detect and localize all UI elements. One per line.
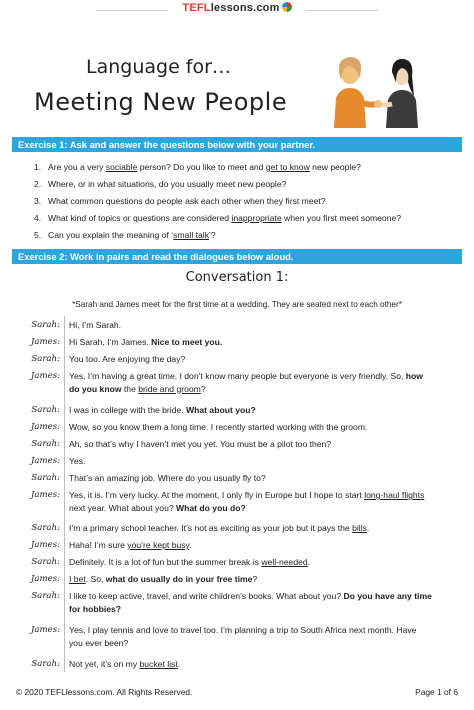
dialogue-line xyxy=(69,370,461,395)
question-text: Can you explain the meaning of ‘ xyxy=(48,230,174,240)
line-text: . xyxy=(307,557,311,567)
brand-tefl: TEFL xyxy=(182,2,211,14)
exercise-2-heading: Exercise 2: Work in pairs and read the dialogues below aloud. xyxy=(12,249,462,264)
dialogue-line xyxy=(69,539,461,552)
speaker-label: James: xyxy=(30,540,60,550)
dialogue-line xyxy=(69,404,461,417)
question-text: Are you a very xyxy=(48,162,106,172)
speaker-divider xyxy=(64,316,65,672)
line-text: . xyxy=(189,540,192,550)
vocab-bride-and-groom: bride and groom xyxy=(138,383,201,394)
line-text: Yes, I’m having a great time. I don’t know many people but everyone is very friendly. So, xyxy=(69,371,406,381)
vocab-bucket-list: bucket list xyxy=(139,659,178,669)
speaker-label: Sarah: xyxy=(31,320,60,330)
title-line-2: Meeting New People xyxy=(34,88,288,116)
exercise-1-heading: Exercise 1: Ask and answer the questions below with your partner. xyxy=(12,137,462,152)
speaker-label: Sarah: xyxy=(31,473,60,483)
line-text: Yes. xyxy=(69,456,86,466)
vocab-well-needed: well-needed xyxy=(261,557,308,567)
question-number: 4. xyxy=(34,213,42,223)
line-text: . So, xyxy=(85,574,106,584)
line-text: . xyxy=(366,523,370,533)
handshake-illustration xyxy=(326,52,426,128)
key-phrase: Do you have any time xyxy=(343,591,432,601)
vocab-long-haul-flights: long-haul flights xyxy=(364,490,425,500)
key-phrase: how xyxy=(405,371,423,381)
dialogue-line xyxy=(69,319,461,332)
question-number: 3. xyxy=(34,196,42,206)
vocab-small-talk: small talk xyxy=(173,230,209,240)
dialogue-line xyxy=(69,353,461,366)
line-text: ? xyxy=(252,574,258,584)
question-1 xyxy=(34,162,361,172)
speaker-label: Sarah: xyxy=(31,557,60,567)
footer-copyright: © 2020 TEFLlessons.com. All Rights Reserved. xyxy=(16,687,193,697)
question-number: 5. xyxy=(34,230,42,240)
question-text: when you first meet someone? xyxy=(281,213,402,223)
key-phrase: Nice to meet you. xyxy=(151,337,223,347)
line-text: Hi, I’m Sarah. xyxy=(69,320,122,330)
dialogue-line xyxy=(69,489,461,514)
dialogue-line xyxy=(69,421,461,434)
line-text: Haha! I’m sure xyxy=(69,540,128,550)
vocab-i-bet: I bet xyxy=(69,574,86,584)
globe-icon xyxy=(282,2,292,12)
brand-lessons: lessons.com xyxy=(210,2,280,14)
brand-rule-left xyxy=(96,10,168,11)
question-number: 1. xyxy=(34,162,42,172)
question-text: What kind of topics or questions are considered xyxy=(48,213,232,223)
dialogue-line xyxy=(69,590,461,615)
dialogue-line xyxy=(69,573,461,586)
dialogue-line xyxy=(69,472,461,485)
key-phrase: What do you do? xyxy=(176,502,246,513)
footer-page-number: Page 1 of 6 xyxy=(415,687,458,697)
line-text: I’m a primary school teacher. It’s not as exciting as your job but it pays the xyxy=(69,523,353,533)
question-text: person? Do you like to meet and xyxy=(137,162,266,172)
line-text: Not yet, it’s on my xyxy=(69,659,140,669)
vocab-bills: bills xyxy=(352,523,367,533)
dialogue-line xyxy=(69,522,461,535)
question-2 xyxy=(34,179,286,189)
dialogue-line xyxy=(69,455,461,468)
key-phrase: what do usually do in your free time xyxy=(105,574,253,584)
vocab-kept-busy: you’re kept busy xyxy=(127,540,190,550)
line-text: Yes, it is. I’m very lucky. At the moment, I only fly in Europe but I hope to start xyxy=(69,490,365,500)
line-text: Yes, I play tennis and love to travel too. I’m planning a trip to South Africa next month. Have xyxy=(69,625,417,635)
speaker-label: Sarah: xyxy=(31,405,60,415)
line-text: Hi Sarah, I’m James. xyxy=(69,337,152,347)
question-text: ’? xyxy=(209,230,216,240)
speaker-label: James: xyxy=(30,625,60,635)
question-5 xyxy=(34,230,216,240)
dialogue-line xyxy=(69,624,461,649)
line-text: Wow, so you know them a long time. I recently started working with the groom. xyxy=(69,422,368,432)
line-text: you ever been? xyxy=(69,637,129,648)
dialogue-line xyxy=(69,658,461,671)
question-text: What common questions do people ask each other when they first meet? xyxy=(48,196,326,206)
dialogue-line xyxy=(69,336,461,349)
line-text: the xyxy=(121,383,139,394)
line-text: ? xyxy=(200,383,206,394)
line-text: You too. Are enjoying the day? xyxy=(69,354,186,364)
speaker-label: Sarah: xyxy=(31,659,60,669)
line-text: next year. What about you? xyxy=(69,502,177,513)
key-phrase: for hobbies? xyxy=(69,603,122,614)
speaker-label: Sarah: xyxy=(31,523,60,533)
question-text: new people? xyxy=(309,162,361,172)
brand-logo xyxy=(0,2,474,14)
line-text: Definitely. It is a lot of fun but the summer break is xyxy=(69,557,262,567)
speaker-label: Sarah: xyxy=(31,591,60,601)
question-3 xyxy=(34,196,326,206)
question-number: 2. xyxy=(34,179,42,189)
speaker-label: Sarah: xyxy=(31,354,60,364)
question-4 xyxy=(34,213,401,223)
line-text: Ah, so that’s why I haven’t met you yet. You must be a pilot too then? xyxy=(69,439,332,449)
vocab-sociable: sociable xyxy=(105,162,138,172)
title-line-1: Language for… xyxy=(86,56,231,78)
line-text: I like to keep active, travel, and write children’s books. What about you? xyxy=(69,591,344,601)
speaker-label: James: xyxy=(30,456,60,466)
speaker-label: James: xyxy=(30,371,60,381)
vocab-get-to-know: get to know xyxy=(265,162,310,172)
line-text: . xyxy=(177,659,181,669)
dialogue-line xyxy=(69,556,461,569)
key-phrase: do you know xyxy=(69,383,122,394)
question-text: Where, or in what situations, do you usually meet new people? xyxy=(48,179,287,189)
speaker-label: James: xyxy=(30,422,60,432)
conversation-setting: *Sarah and James meet for the first time at a wedding. They are seated next to each other* xyxy=(72,300,402,309)
dialogue-line xyxy=(69,438,461,451)
speaker-label: James: xyxy=(30,574,60,584)
speaker-label: Sarah: xyxy=(31,439,60,449)
speaker-label: James: xyxy=(30,337,60,347)
vocab-inappropriate: inappropriate xyxy=(231,213,282,223)
line-text: That’s an amazing job. Where do you usually fly to? xyxy=(69,473,266,483)
conversation-title: Conversation 1: xyxy=(185,270,289,285)
speaker-label: James: xyxy=(30,490,60,500)
key-phrase: What about you? xyxy=(186,405,256,415)
brand-rule-right xyxy=(306,10,378,11)
line-text: I was in college with the bride. xyxy=(69,405,187,415)
